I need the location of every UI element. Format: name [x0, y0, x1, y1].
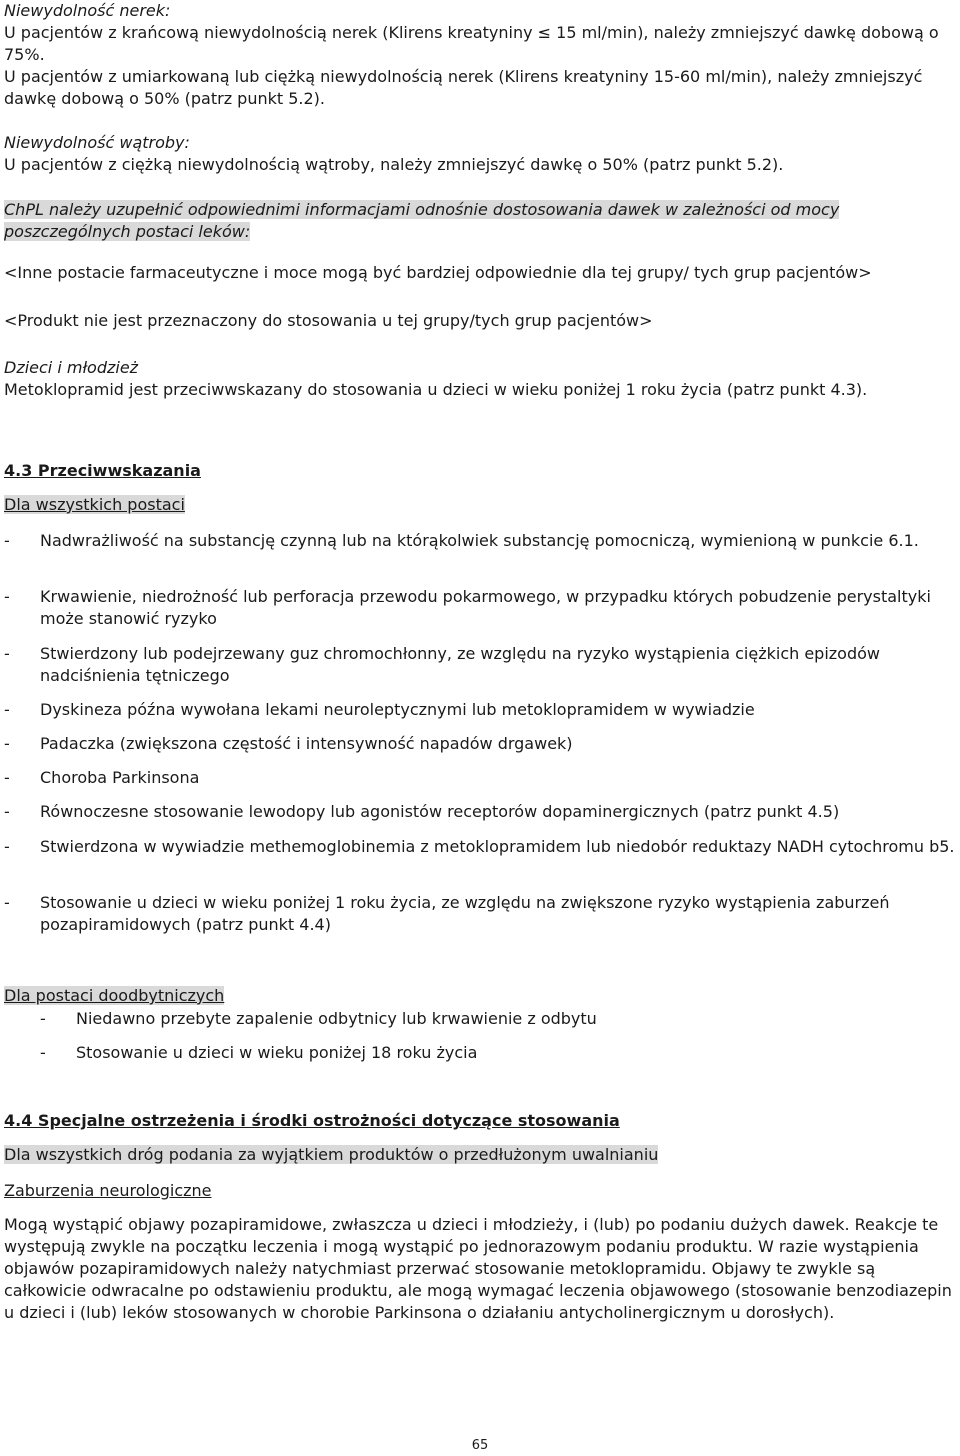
contraindication-item: - Krwawienie, niedrożność lub perforacja przewodu pokarmowego, w przypadku których pobudzenie perystaltyki może stanowić ryzyko	[4, 587, 931, 628]
not-intended-note: <Produkt nie jest przeznaczony do stosowania u tej grupy/tych grup pacjentów>	[4, 311, 653, 330]
rectal-item: - Stosowanie u dzieci w wieku poniżej 18 roku życia	[40, 1043, 478, 1062]
neuro-label: Zaburzenia neurologiczne	[4, 1181, 212, 1200]
contraindication-item: - Dyskineza późna wywołana lekami neuroleptycznymi lub metoklopramidem w wywiadzie	[4, 700, 755, 719]
contraindication-item: - Choroba Parkinsona	[4, 768, 200, 787]
contraindication-item: - Stwierdzona w wywiadzie methemoglobinemia z metoklopramidem lub niedobór reduktazy NADH cytochromu b5.	[4, 837, 955, 856]
contraindication-item: - Stosowanie u dzieci w wieku poniżej 1 roku życia, ze względu na zwiększone ryzyko wystąpienia zaburzeń pozapiramidowych (patrz punkt 4.4)	[4, 893, 890, 934]
contraindication-item: - Równoczesne stosowanie lewodopy lub agonistów receptorów dopaminergicznych (patrz punkt 4.5)	[4, 802, 840, 821]
contraindications-heading: 4.3 Przeciwwskazania	[4, 461, 201, 480]
all-forms-label: Dla wszystkich postaci	[4, 495, 185, 514]
contraindication-item: - Nadwrażliwość na substancję czynną lub na którąkolwiek substancję pomocniczą, wymienioną w punkcie 6.1.	[4, 531, 919, 550]
routes-label: Dla wszystkich dróg podania za wyjątkiem produktów o przedłużonym uwalnianiu	[4, 1145, 659, 1164]
chpl-note: ChPL należy uzupełnić odpowiednimi informacjami odnośnie dostosowania dawek w zależności od mocy poszczególnych postaci leków:	[4, 200, 840, 241]
page-number: 65	[471, 1438, 489, 1453]
renal-heading: Niewydolność nerek:	[4, 1, 171, 20]
hepatic-heading: Niewydolność wątroby:	[4, 133, 190, 152]
contraindication-item: - Padaczka (zwiększona częstość i intensywność napadów drgawek)	[4, 734, 573, 753]
warnings-heading: 4.4 Specjalne ostrzeżenia i środki ostrożności dotyczące stosowania	[4, 1111, 620, 1130]
neuro-text: Mogą wystąpić objawy pozapiramidowe, zwłaszcza u dzieci i młodzieży, i (lub) po podaniu dużych dawek. Reakcje te występują zwykle na początku leczenia i mogą wystąpić po jednorazowym podaniu produktu. W razie wystąpienia objawów pozapiramidowych należy natychmiast przerwać stosowanie metoklopramidu. Objawy te zwykle są całkowicie odwracalne po odstawieniu produktu, ale mogą wymagać leczenia objawowego (stosowanie benzodiazepin u dzieci i (lub) leków stosowanych w chorobie Parkinsona o działaniu antycholinergicznym u dorosłych).	[4, 1215, 952, 1322]
contraindication-item: - Stwierdzony lub podejrzewany guz chromochłonny, ze względu na ryzyko wystąpienia ciężkich epizodów nadciśnienia tętniczego	[4, 644, 880, 685]
hepatic-paragraph: U pacjentów z ciężką niewydolnością wątroby, należy zmniejszyć dawkę o 50% (patrz punkt 5.2).	[4, 155, 784, 174]
other-forms-note: <Inne postacie farmaceutyczne i moce mogą być bardziej odpowiednie dla tej grupy/ tych grup pacjentów>	[4, 263, 872, 282]
children-text: Metoklopramid jest przeciwwskazany do stosowania u dzieci w wieku poniżej 1 roku życia (patrz punkt 4.3).	[4, 380, 868, 399]
rectal-forms-label: Dla postaci doodbytniczych	[4, 986, 225, 1005]
children-heading: Dzieci i młodzież	[4, 358, 139, 377]
renal-paragraph-1: U pacjentów z krańcową niewydolnością nerek (Klirens kreatyniny ≤ 15 ml/min), należy zmniejszyć dawkę dobową o 75%.	[4, 23, 939, 64]
renal-paragraph-2: U pacjentów z umiarkowaną lub ciężką niewydolnością nerek (Klirens kreatyniny 15-60 ml/min), należy zmniejszyć dawkę dobową o 50% (patrz punkt 5.2).	[4, 67, 923, 108]
rectal-item: - Niedawno przebyte zapalenie odbytnicy lub krwawienie z odbytu	[40, 1009, 597, 1028]
